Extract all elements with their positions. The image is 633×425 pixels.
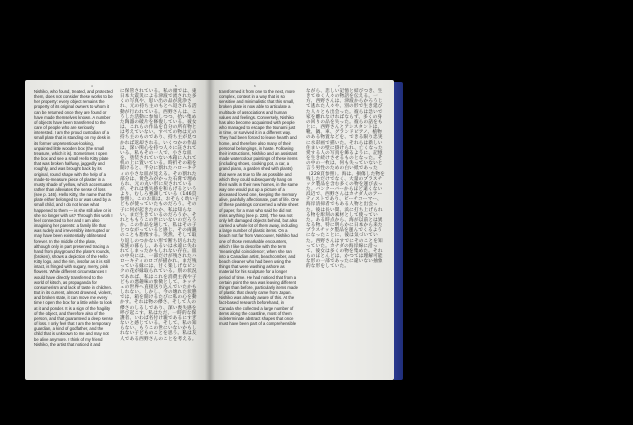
left-folio-en: 4: [91, 84, 93, 88]
left-page: [25, 80, 210, 380]
open-book: [25, 80, 405, 381]
right-japanese-column: ながら、悲しい記憶と結びつき、生きてゆく人々の物語を伝える。一方、西野さんは、津波からかろうじて逃れた人々や、別の形で生き延びた人々とも出会った。彼らは急いで家を離れなければならず、多くの身の回りの品を失った。彼らの話をもとに、西野さんとアシスタントは、靴、鍋、車、グランドピアノ、植物のある物置などを、できる限り忠実に水彩画で描いた。それらは新しい住まいの壁に掛けられ、亡くなった愛する人の写真を飾るように、記憶を生き続けさせるものとなった。その中の一枚は、何も失っていないと言う男性のための白い紙であった（228頁参照）。海は、損傷した物を残しただけでなく、大量のプラスチック製品を含む多くの物を運び去った。バンクーバーからほど遠くない浜辺で、西野さんはカナダ人のアーティストであり、ビーチコーマー、海岸清掃者でもある人物と出会った。彼は長い間、浜に打ち上げられる物を彫刻の素材として使っていた。ある時点から、海が以前とは異なる物、特に明らかに日本から来たプラスチック製品を運んでくるようになったことに、彼は気づいていた。西野さんはすでにそのことを知っていた。カナダの海岸線に沿って、彼女は多くの物を集めた。それらのほとんどは、かつては理解可能な形の一部であったに違いない抽象的な形をしていた。: [306, 89, 385, 270]
left-english-column: Nishiko, who found, treated, and protected them, does not consider these works to be her property: every object remains the property of its original owners to whom it can be returned once they are found or have made themselves known. A number of objects have been transferred to the care of people who are seriously interested. I am the proud custodian of a small plate that is standing on my desk in its former unpretentious-looking, unpainted little wooden box (the small treasure, which it is). Sometimes I open the box and see a small Hello Kitty plate that was broken halfway, jaggedly and roughly, and was brought back by its original, round shape with the help of a made-to-measure piece of plaster in a musty shade of yellow, which accentuates rather than alleviates the sense of loss (see p. 146). Hello Kitty, the name that the plate either belonged to or was used by a small child, and I do not know what happened to them — is she still alive or is she no longer with us? Through this work I feel connected to her and I am also imagining her parents: a family life that was rudely and irreversibly interrupted or may have been existentially obliterated forever. In the middle of the plate, although only in part preserved tracing a hand from playground the plate's rounds, (broken), shows a depiction of the Hello Kitty logo, and the rim, insofar as it is still intact, is fringed with sugary, merry, pink flowers. While different circumstances I would have directly transferred to the world of kitsch, as propaganda for consumerism and lack of taste in children. But in its current, almost drowned, violent, and broken state, it can move me every time I open the box for a little while to look at it and ponder. It is a sign of the fragility of the object, and therefore also of the person, and that guaranteed a deep sense of loss. I only feel that I am the temporary guardian, a kind of godfather, and the child that is unknown to me and may not be alive anymore. I think of my friend Nishiko, the artist that noticed it and: [34, 89, 113, 347]
right-folio-jp: 7: [338, 84, 340, 88]
left-folio-jp: 5: [175, 84, 177, 88]
right-folio-en: 6: [254, 84, 256, 88]
left-japanese-column: に保管されている。私の頭では、東日本大震災による津波で流された多くの写真や、思い出の品が洗浄され、元の持ち主のもとへ返される活動が行われている。西野さんは、こうした活動に参加しつつ、拾い集めた陶器の破片を修復している。彼女は、これらの作品を自分の所有物とは考えていない。すべての物は元の持ち主のものであり、持ち主が見つかれば返却される。いくつかの作品は、深い関心を持つ人々に託されている。私もその一人で、小さな皿を、塗装されていない木箱に入れて机の上に置いている。時折その箱を開けると、半分に割れたハローキティの小さな皿が見える。その割れた部分は、黄色みがかった石膏で埋められ、元の丸い形に戻されているが、それは喪失感を和らげるというより、むしろ強調している（146頁参照）。このお皿は、おそらく幼い子どもが使っていたものだろう。その子に何が起きたのか、私は知らない。まだ生きているのだろうか、それとももうこの世にいないのだろうか。この作品を通して、私はその子とつながっていると感じ、その両親のことも想像する。突然、そして取り返しのつかない形で断ち切られた家族の暮らし、あるいは永遠に失われてしまったかもしれない存在。皿の中央には、一部だけが残されたハローキティのロゴが描かれ、まだ残っている縁には、甘く楽しげなピンクの花が縁取られている。別の状況であれば、私はこれを消費主義や子どもの悪趣味の象徴として、キッチュの世界へ直接送り込んでいたかもしれない。しかし、今の壊れた状態では、箱を開けるたびに私の心を動かす。それは物の儚さ、そして人の儚さのしるしであり、深い喪失感を呼び起こす。私はただ、一時的な保護者、いわば名付け親であるにすぎないと感じている。そして、私の知らない、もうこの世にいないかもしれない子どものことを思う。私は友人である西野さんのことを考える。: [120, 89, 200, 342]
book-cover-edge: [394, 82, 403, 380]
right-english-column: transformed it from one to the next, more complex, context in a way that is so sensitive and minimalistic that this small, broken plate is now able to articulate a multitude of associations and human values and feelings. Conversely, Nishiko has also become acquainted with people who managed to escape the tsunami just in time, or survived it in a different way. They had been forced to leave hearth and home, and therefore also many of their personal belongings, in haste. Following their instructions, Nishiko and an assistant made watercolour paintings of these items (including shoes, cooking pot, a car, a grand piano, a garden shed with plants) that were as true to life as possible and which they could subsequently hang on their walls in their new homes, in the same way one would put up a picture of a deceased loved one, keeping the memory alive, painfully affectionate, part of life. One of these paintings concerned a white sheet of paper, for a man who said he did not miss anything (see p. 228). The sea not only left damaged objects behind, but also carried a whole lot of them away, including a large number of plastic items. On a beach not far from Vancouver, Nishiko had one of those remarkable encounters, which I like to describe with the term 'meaningful coincidence', when she ran into a Canadian artist, beachcomber, and beach cleaner who had been using the things that were washing ashore as material for his sculpture for a longer period of time. He had noticed that from a certain point the sea was leaving different things than before, particularly items made of plastic that clearly came from Japan. Nishiko was already aware of this. At the fact-based research beforehand, in Canada she collected a large number of items along the coastline, most of them indeterminate abstract shapes that once must have been part of a comprehensible: [219, 89, 299, 327]
right-page: [210, 80, 394, 380]
book-gutter: [205, 80, 215, 380]
